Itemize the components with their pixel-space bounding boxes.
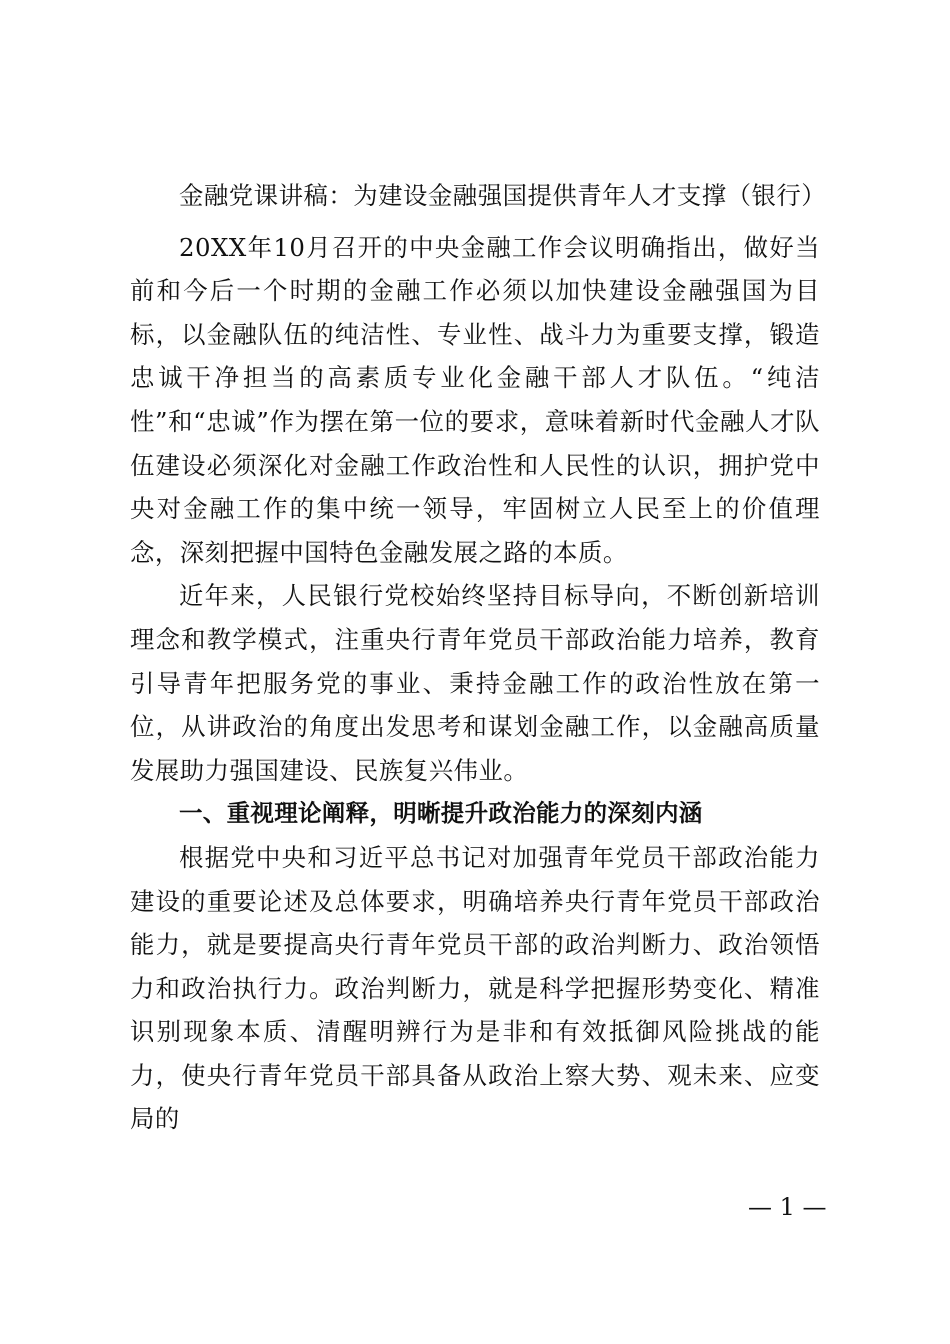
body-paragraph-2: 近年来，人民银行党校始终坚持目标导向，不断创新培训理念和教学模式，注重央行青年党员干部政治能力培养，教育引导青年把服务党的事业、秉持金融工作的政治性放在第一位，从讲政治的角度出发思考和谋划金融工作，以金融高质量发展助力强国建设、民族复兴伟业。 [130, 581, 820, 785]
page-number: — 1 — [748, 1193, 827, 1221]
document-body [130, 174, 827, 1141]
section-1-paragraph: 根据党中央和习近平总书记对加强青年党员干部政治能力建设的重要论述及总体要求，明确培养央行青年党员干部政治能力，就是要提高央行青年党员干部的政治判断力、政治领悟力和政治执行力。政治判断力，就是科学把握形势变化、精准识别现象本质、清醒明辨行为是非和有效抵御风险挑战的能力，使央行青年党员干部具备从政治上察大势、观未来、应变局的 [130, 842, 820, 1134]
body-paragraph-1: 20XX年10月召开的中央金融工作会议明确指出，做好当前和今后一个时期的金融工作必须以加快建设金融强国为目标，以金融队伍的纯洁性、专业性、战斗力为重要支撑，锻造忠诚干净担当的高素质专业化金融干部人才队伍。“纯洁性”和“忠诚”作为摆在第一位的要求，意味着新时代金融人才队伍建设必须深化对金融工作政治性和人民性的认识，拥护党中央对金融工作的集中统一领导，牢固树立人民至上的价值理念，深刻把握中国特色金融发展之路的本质。 [130, 232, 820, 567]
document-title: 金融党课讲稿：为建设金融强国提供青年人才支撑（银行） [179, 181, 827, 210]
section-heading-1: 一、重视理论阐释，明晰提升政治能力的深刻内涵 [179, 799, 703, 828]
